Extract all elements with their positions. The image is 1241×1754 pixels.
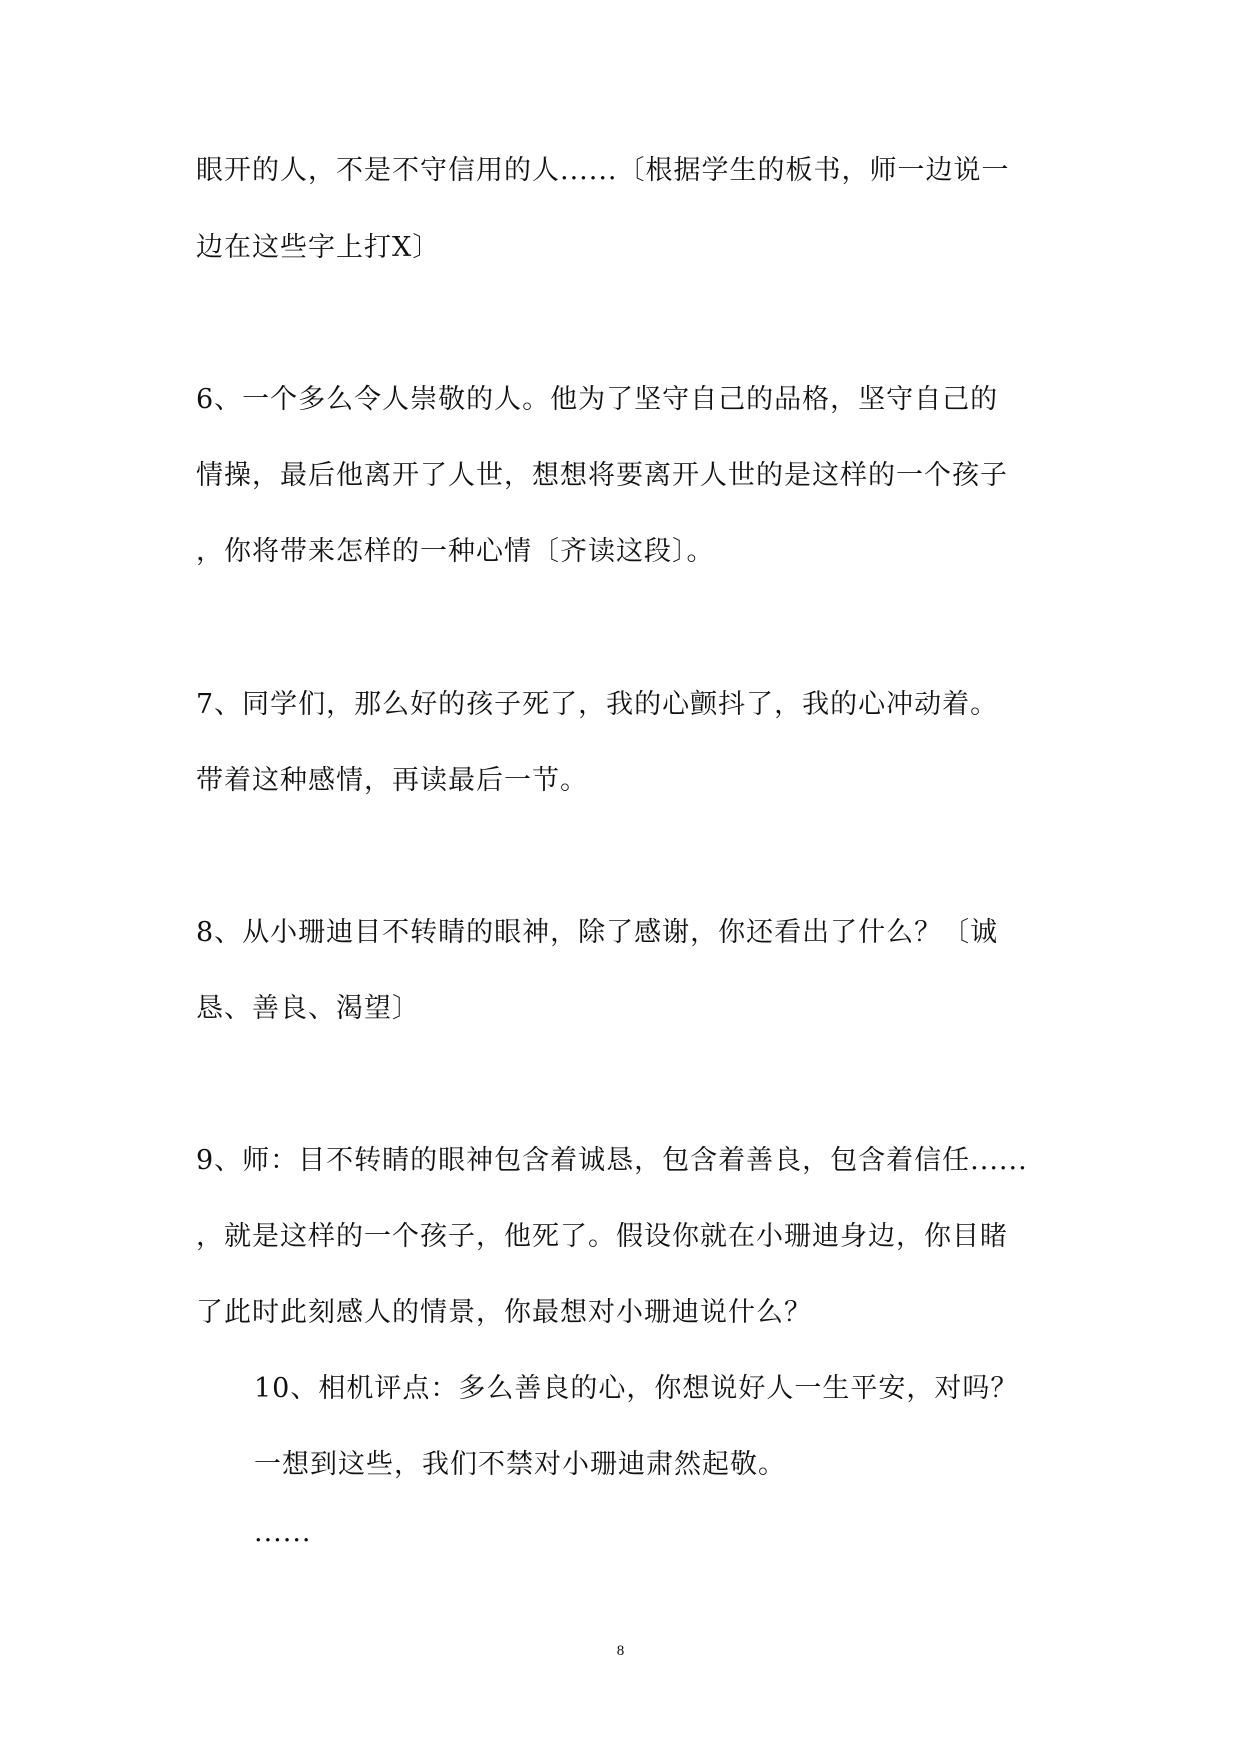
text-line: 恳、善良、渴望〕 [196,993,420,1024]
text-line: 了此时此刻感人的情景，你最想对小珊迪说什么？ [196,1297,812,1328]
text-line: 8、从小珊迪目不转睛的眼神，除了感谢，你还看出了什么？〔诚 [196,917,999,948]
text-line: 边在这些字上打X〕 [196,232,441,263]
text-line: 一想到这些，我们不禁对小珊迪肃然起敬。 [254,1449,786,1480]
text-line: 情操，最后他离开了人世，想想将要离开人世的是这样的一个孩子 [196,460,1008,491]
text-line: 9、师：目不转睛的眼神包含着诚恳，包含着善良，包含着信任...... [196,1145,1028,1176]
text-line: 7、同学们，那么好的孩子死了，我的心颤抖了，我的心冲动着。 [196,689,999,720]
text-line: ，你将带来怎样的一种心情〔齐读这段〕。 [196,536,715,567]
text-line: 10、相机评点：多么善良的心，你想说好人一生平安，对吗？ [254,1373,1019,1404]
text-line: ，就是这样的一个孩子，他死了。假设你就在小珊迪身边，你目睹 [196,1221,1008,1252]
text-line: 带着这种感情，再读最后一节。 [196,765,588,796]
text-line: 眼开的人，不是不守信用的人......〔根据学生的板书，师一边说一 [196,155,1010,186]
text-line: ...... [254,1517,312,1548]
text-line: 6、一个多么令人崇敬的人。他为了坚守自己的品格，坚守自己的 [196,384,999,415]
page-number: 8 [616,1643,625,1659]
